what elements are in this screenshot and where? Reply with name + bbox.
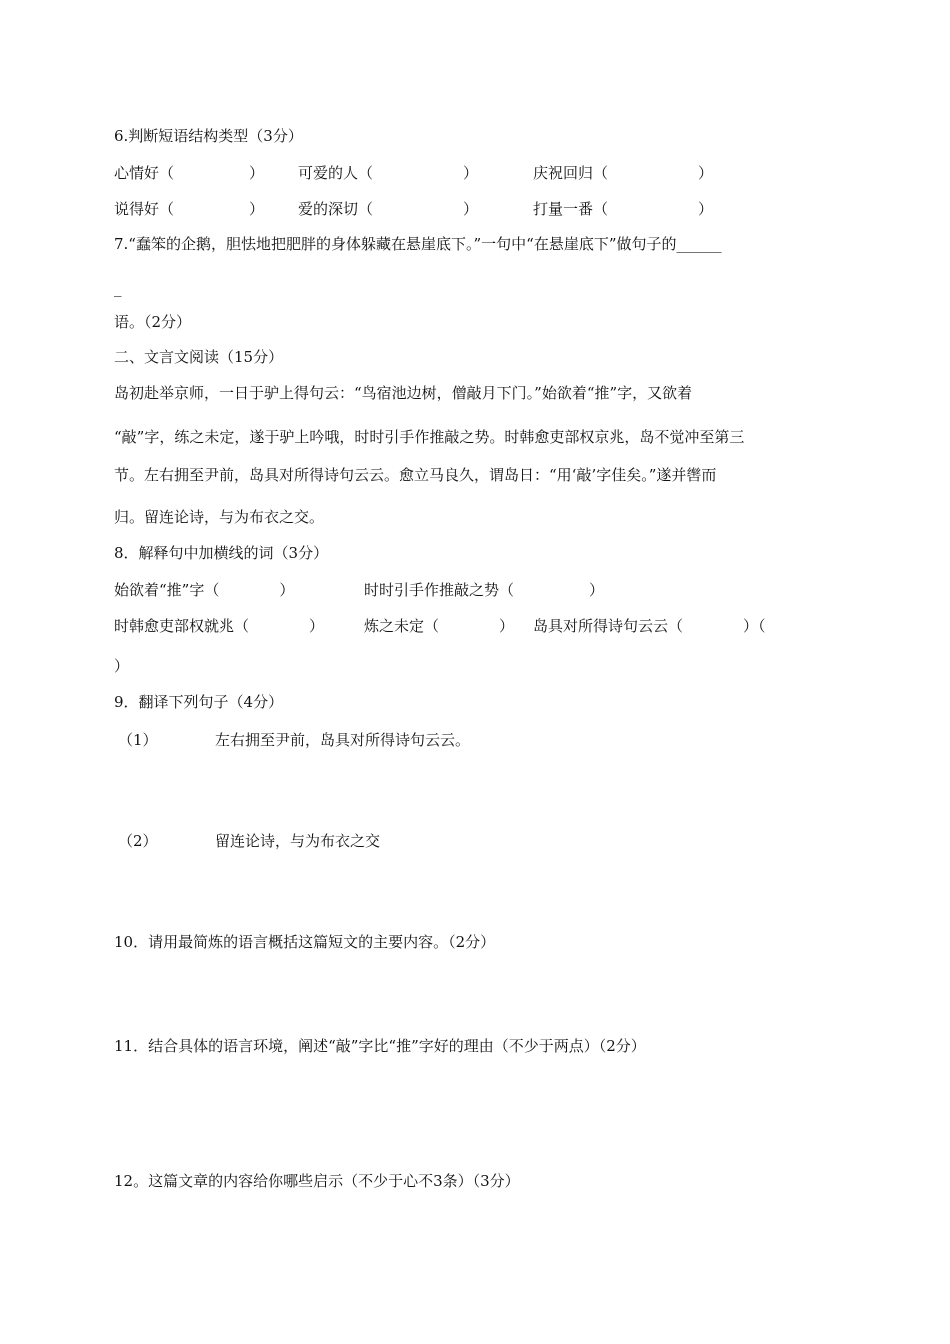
q9-item-text: 留连论诗，与为布衣之交: [215, 832, 381, 850]
q7-end: 语。（2分）: [114, 313, 192, 331]
q9-item-num: （2）: [118, 832, 158, 850]
q8-title: 8．解释句中加横线的词（3分）: [114, 544, 329, 562]
passage-line: 岛初赴举京师，一日于驴上得句云：“鸟宿池边树，僧敲月下门。”始欲着“推”字，又欲着: [114, 384, 693, 402]
q9-title: 9．翻译下列句子（4分）: [114, 693, 284, 711]
section-title: 二、文言文阅读（15分）: [114, 348, 284, 366]
q6-item: 打量一番（ ）: [533, 200, 714, 218]
q6-item: 心情好（ ）: [114, 164, 265, 182]
q6-item: 说得好（ ）: [114, 200, 265, 218]
q7-text: 7.“蠢笨的企鹅，胆怯地把肥胖的身体躲藏在悬崖底下。”一句中“在悬崖底下”做句子的______: [114, 235, 722, 253]
q7-blank-continuation: _: [114, 279, 122, 297]
q9-item-text: 左右拥至尹前，岛具对所得诗句云云。: [215, 731, 471, 749]
q11-text: 11．结合具体的语言环境，阐述“敲”字比“推”字好的理由（不少于两点）（2分）: [114, 1037, 646, 1055]
passage-line: 节。左右拥至尹前，岛具对所得诗句云云。愈立马良久，谓岛日：“用‘敲’字佳矣。”遂并辔而: [114, 466, 717, 484]
q8-item: 岛具对所得诗句云云（ ）（: [533, 617, 766, 635]
q9-item-num: （1）: [118, 731, 158, 749]
q10-text: 10．请用最简炼的语言概括这篇短文的主要内容。（2分）: [114, 933, 496, 951]
q8-item: 时韩愈吏部权就兆（ ）: [114, 617, 325, 635]
q8-item: 始欲着“推”字（ ）: [114, 581, 295, 599]
q6-item: 爱的深切（ ）: [298, 200, 479, 218]
q6-title: 6.判断短语结构类型（3分）: [114, 127, 303, 145]
q12-text: 12。这篇文章的内容给你哪些启示（不少于心不3条）（3分）: [114, 1172, 520, 1190]
passage-line: “敲”字，练之未定，遂于驴上吟哦，时时引手作推敲之势。时韩愈吏部权京兆，岛不觉冲至第三: [114, 428, 745, 446]
q6-item: 庆祝回归（ ）: [533, 164, 714, 182]
q8-item: 时时引手作推敲之势（ ）: [364, 581, 605, 599]
q6-item: 可爱的人（ ）: [298, 164, 479, 182]
passage-line: 归。留连论诗，与为布衣之交。: [114, 508, 325, 526]
q8-close: ）: [114, 657, 130, 675]
q8-item: 炼之未定（ ）: [364, 617, 515, 635]
